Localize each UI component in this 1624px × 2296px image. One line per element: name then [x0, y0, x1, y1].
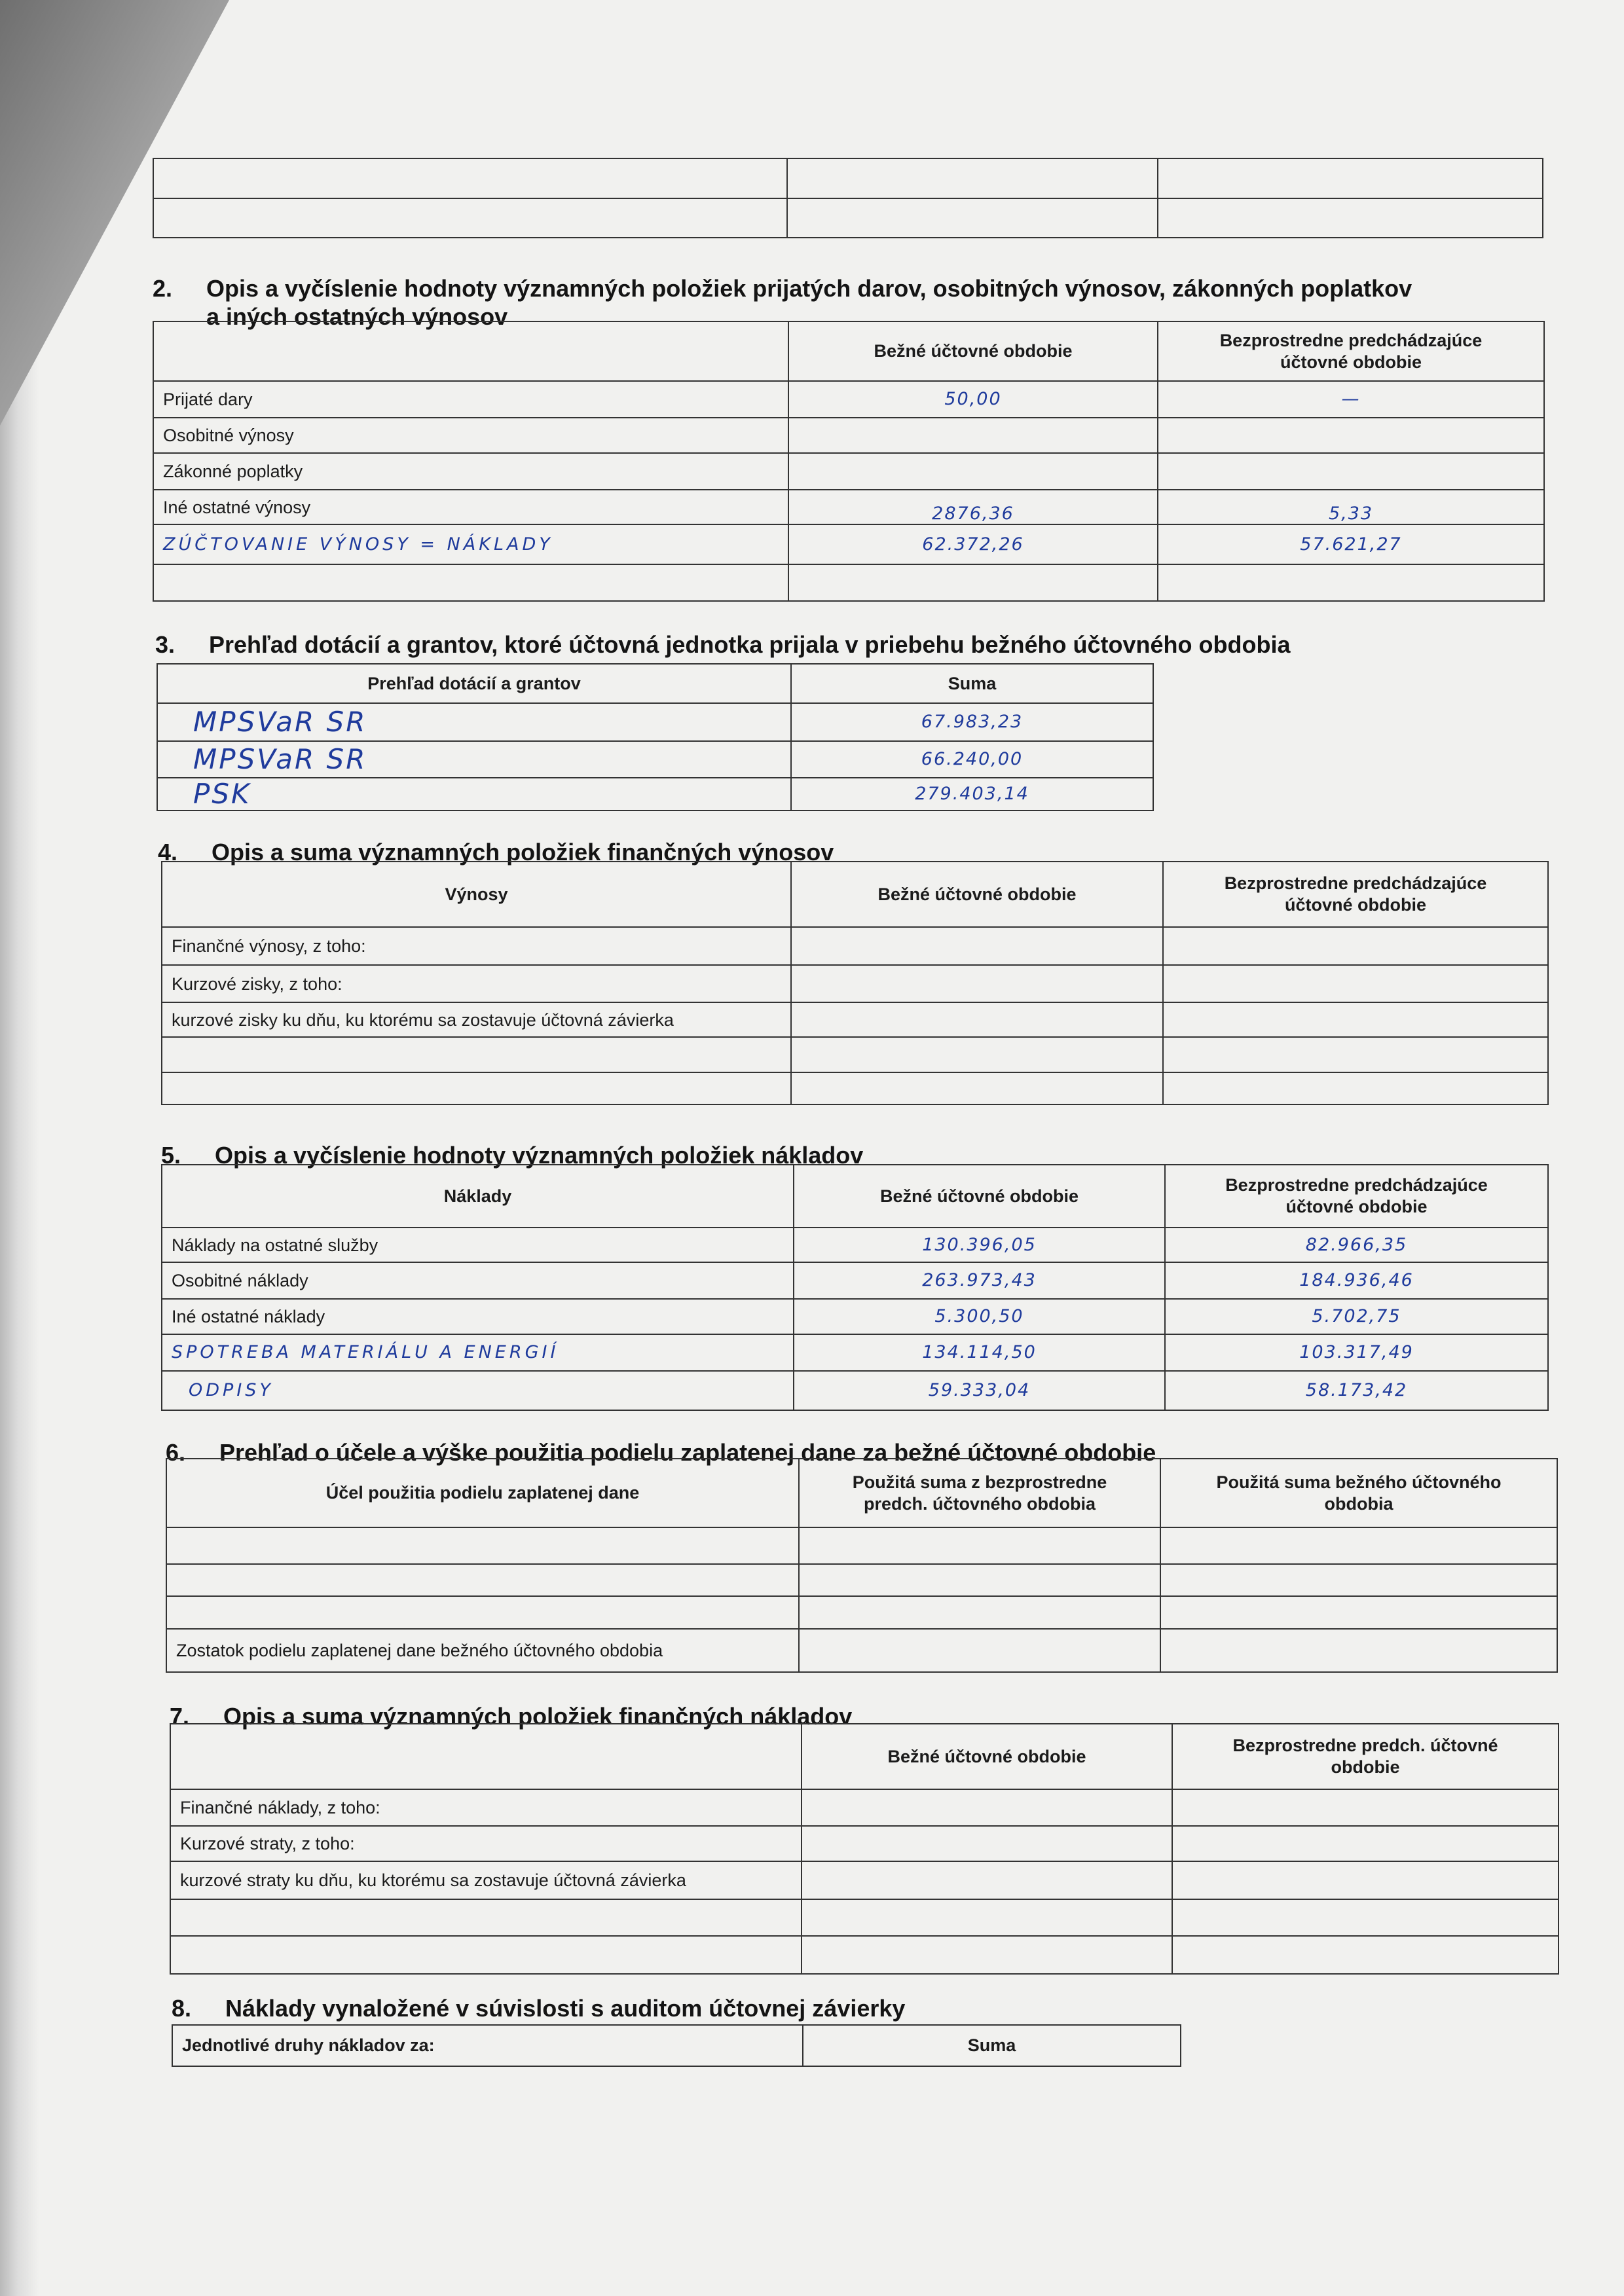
- table-row: [153, 418, 1544, 453]
- current-period-value: 62.372,26: [788, 524, 1158, 564]
- table-row: [153, 453, 1544, 490]
- previous-period-value: [1172, 1861, 1559, 1899]
- header-cost-types: Jednotlivé druhy nákladov za:: [172, 2025, 803, 2066]
- section-title: Náklady vynaložené v súvislosti s auditom účtovnej závierky: [225, 1995, 906, 2022]
- previous-period-value: [1172, 1826, 1559, 1861]
- section-7-table: [170, 1723, 1559, 1975]
- section-number: 3.: [155, 631, 175, 658]
- table-row: [153, 381, 1544, 418]
- table-cell: [1158, 158, 1543, 198]
- table-cell: [166, 1564, 799, 1596]
- table-row: [162, 1002, 1548, 1037]
- table-row: [153, 524, 1544, 564]
- table-row: [170, 1861, 1559, 1899]
- row-label: Osobitné výnosy: [153, 418, 788, 453]
- row-label-handwritten: ZÚČTOVANIE VÝNOSY = NÁKLADY: [153, 524, 788, 564]
- table-row: [166, 1629, 1557, 1672]
- previous-period-value: 82.966,35: [1165, 1228, 1548, 1262]
- current-period-value: 130.396,05: [794, 1228, 1165, 1262]
- section-number: 5.: [161, 1142, 181, 1169]
- header-previous-period: [1165, 1165, 1548, 1228]
- table-header-row: [170, 1724, 1559, 1789]
- table-cell: [1160, 1596, 1557, 1629]
- header-revenues: Výnosy: [162, 862, 791, 927]
- row-label: Prijaté dary: [153, 381, 788, 418]
- previous-period-value: [1158, 418, 1544, 453]
- header-costs: Náklady: [162, 1165, 794, 1228]
- grant-provider: MPSVaR SR: [157, 741, 791, 778]
- previous-period-value: [1172, 1789, 1559, 1826]
- header-line: Bezprostredne predchádzajúce: [1225, 1175, 1488, 1195]
- table-cell: [791, 1037, 1163, 1072]
- table-row: [153, 564, 1544, 601]
- previous-period-value: [1163, 965, 1548, 1002]
- table-cell: [1163, 1072, 1548, 1104]
- row-label: Zákonné poplatky: [153, 453, 788, 490]
- table-row: [162, 927, 1548, 965]
- header-line: Bezprostredne predch. účtovné: [1232, 1736, 1498, 1755]
- table-cell: [1160, 1527, 1557, 1564]
- table-cell: [170, 1936, 802, 1974]
- header-amount-used-previous-period: [799, 1459, 1160, 1527]
- table-row: [162, 1037, 1548, 1072]
- table-cell: [153, 158, 787, 198]
- table-row: [166, 1596, 1557, 1629]
- header-line: predch. účtovného obdobia: [863, 1493, 1096, 1514]
- header-current-period: Bežné účtovné obdobie: [802, 1724, 1172, 1789]
- section-title: Prehľad o účele a výške použitia podielu zaplatenej dane za bežné účtovné obdobie: [219, 1439, 1156, 1466]
- table-row: [162, 1299, 1548, 1334]
- table-row: [162, 1262, 1548, 1299]
- table-row: [166, 1527, 1557, 1564]
- previous-period-value: 103.317,49: [1165, 1334, 1548, 1371]
- previous-period-value: [1163, 1002, 1548, 1037]
- table-header-row: [166, 1459, 1557, 1527]
- table-cell: [799, 1629, 1160, 1672]
- row-label: Zostatok podielu zaplatenej dane bežného účtovného obdobia: [166, 1629, 799, 1672]
- table-row: [162, 1228, 1548, 1262]
- table-cell: [787, 198, 1158, 238]
- row-label: kurzové zisky ku dňu, ku ktorému sa zostavuje účtovná závierka: [162, 1002, 791, 1037]
- table-row: [153, 198, 1543, 238]
- section-2-table: [153, 321, 1545, 602]
- header-previous-period: [1163, 862, 1548, 927]
- current-period-value: 59.333,04: [794, 1371, 1165, 1410]
- current-period-value: [791, 1002, 1163, 1037]
- grant-provider: MPSVaR SR: [157, 703, 791, 741]
- header-grants-overview: Prehľad dotácií a grantov: [157, 664, 791, 703]
- table-header-row: [172, 2025, 1181, 2066]
- section-4-table: [161, 861, 1549, 1105]
- section-title: Opis a suma významných položiek finančných nákladov: [223, 1703, 853, 1730]
- table-row: [166, 1564, 1557, 1596]
- header-line: účtovné obdobie: [1285, 895, 1426, 915]
- table-header-row: [162, 862, 1548, 927]
- current-period-value: [802, 1826, 1172, 1861]
- row-label: Náklady na ostatné služby: [162, 1228, 794, 1262]
- previous-period-value: 57.621,27: [1158, 524, 1544, 564]
- header-current-period: Bežné účtovné obdobie: [788, 321, 1158, 381]
- grant-sum: 66.240,00: [791, 741, 1153, 778]
- section-title: Prehľad dotácií a grantov, ktoré účtovná jednotka prijala v priebehu bežného účtovného obdobia: [209, 631, 1291, 658]
- table-cell: [1160, 1629, 1557, 1672]
- table-row: [157, 741, 1153, 778]
- table-cell: [788, 564, 1158, 601]
- table-cell: [1158, 564, 1544, 601]
- table-row: [170, 1789, 1559, 1826]
- current-period-value: [788, 453, 1158, 490]
- table-row: [157, 778, 1153, 811]
- table-row: [170, 1899, 1559, 1936]
- grant-sum: 279.403,14: [791, 778, 1153, 811]
- grant-provider: PSK: [157, 778, 791, 811]
- section-number: 2.: [153, 275, 173, 302]
- header-sum: Suma: [791, 664, 1153, 703]
- section-title: Opis a vyčíslenie hodnoty významných položiek nákladov: [215, 1142, 864, 1169]
- table-header-row: [162, 1165, 1548, 1228]
- table-cell: [802, 1899, 1172, 1936]
- table-cell: [1158, 198, 1543, 238]
- table-cell: [166, 1527, 799, 1564]
- table-cell: [799, 1527, 1160, 1564]
- row-label: Osobitné náklady: [162, 1262, 794, 1299]
- section-number: 8.: [172, 1995, 192, 2022]
- header-current-period: Bežné účtovné obdobie: [791, 862, 1163, 927]
- section-3-table: [157, 663, 1154, 811]
- table-cell: [1172, 1899, 1559, 1936]
- section-number: 7.: [170, 1703, 190, 1730]
- previous-period-value: 5.702,75: [1165, 1299, 1548, 1334]
- table-cell: [170, 1899, 802, 1936]
- table-header-row: [157, 664, 1153, 703]
- header-line: účtovné obdobie: [1285, 1197, 1428, 1216]
- previous-period-value: [1158, 453, 1544, 490]
- section-1-table-remainder: [153, 158, 1543, 238]
- table-cell: [799, 1564, 1160, 1596]
- table-cell: [1160, 1564, 1557, 1596]
- current-period-value: 263.973,43: [794, 1262, 1165, 1299]
- grant-sum: 67.983,23: [791, 703, 1153, 741]
- table-row: [162, 1072, 1548, 1104]
- section-8-table: [172, 2024, 1181, 2067]
- table-cell: [787, 158, 1158, 198]
- header-line: Použitá suma z bezprostredne: [852, 1472, 1107, 1492]
- header-tax-share-purpose: Účel použitia podielu zaplatenej dane: [166, 1459, 799, 1527]
- section-number: 6.: [166, 1439, 186, 1466]
- current-period-value: [802, 1861, 1172, 1899]
- current-period-value: [788, 418, 1158, 453]
- current-period-value: [791, 965, 1163, 1002]
- header-previous-period: [1158, 321, 1544, 381]
- table-row: [162, 965, 1548, 1002]
- row-label: Finančné výnosy, z toho:: [162, 927, 791, 965]
- header-line: Bezprostredne predchádzajúce: [1224, 873, 1487, 893]
- header-line: Použitá suma bežného účtovného: [1216, 1472, 1502, 1492]
- table-cell: [1172, 1936, 1559, 1974]
- table-cell: [153, 198, 787, 238]
- current-period-value: 5.300,50: [794, 1299, 1165, 1334]
- previous-period-value: —: [1158, 381, 1544, 418]
- section-title-continued: a iných ostatných výnosov: [206, 303, 508, 330]
- table-row: [162, 1334, 1548, 1371]
- header-current-period: Bežné účtovné obdobie: [794, 1165, 1165, 1228]
- table-cell: [791, 1072, 1163, 1104]
- table-cell: [153, 564, 788, 601]
- section-title: Opis a suma významných položiek finančných výnosov: [212, 839, 834, 866]
- previous-period-value: 58.173,42: [1165, 1371, 1548, 1410]
- header-cell-empty: [170, 1724, 802, 1789]
- table-row: [162, 1371, 1548, 1410]
- header-line: obdobie: [1331, 1757, 1400, 1777]
- row-label: kurzové straty ku dňu, ku ktorému sa zostavuje účtovná závierka: [170, 1861, 802, 1899]
- row-label-handwritten: ODPISY: [162, 1371, 794, 1410]
- header-line: účtovné obdobie: [1280, 352, 1422, 372]
- header-previous-period: [1172, 1724, 1559, 1789]
- row-label: Kurzové straty, z toho:: [170, 1826, 802, 1861]
- header-amount-used-current-period: [1160, 1459, 1557, 1527]
- section-number: 4.: [158, 839, 178, 866]
- section-6-table: [166, 1458, 1558, 1673]
- table-row: [153, 490, 1544, 524]
- row-label: Kurzové zisky, z toho:: [162, 965, 791, 1002]
- section-5-table: [161, 1164, 1549, 1411]
- table-row: [170, 1936, 1559, 1974]
- header-line: obdobia: [1324, 1493, 1393, 1514]
- previous-period-value: [1163, 927, 1548, 965]
- table-cell: [1163, 1037, 1548, 1072]
- table-row: [170, 1826, 1559, 1861]
- previous-period-value: 184.936,46: [1165, 1262, 1548, 1299]
- current-period-value: 2876,36: [788, 490, 1158, 524]
- row-label: Iné ostatné náklady: [162, 1299, 794, 1334]
- row-label-handwritten: SPOTREBA MATERIÁLU A ENERGIÍ: [162, 1334, 794, 1371]
- section-title: Opis a vyčíslenie hodnoty významných položiek prijatých darov, osobitných výnosov, zákonných poplatkov: [206, 275, 1412, 302]
- table-cell: [799, 1596, 1160, 1629]
- current-period-value: [791, 927, 1163, 965]
- section-3-heading: [155, 630, 1290, 659]
- row-label: Finančné náklady, z toho:: [170, 1789, 802, 1826]
- table-cell: [162, 1037, 791, 1072]
- table-row: [153, 158, 1543, 198]
- previous-period-value: 5,33: [1158, 490, 1544, 524]
- current-period-value: [802, 1789, 1172, 1826]
- table-header-row: [153, 321, 1544, 381]
- row-label: Iné ostatné výnosy: [153, 490, 788, 524]
- current-period-value: 50,00: [788, 381, 1158, 418]
- table-cell: [162, 1072, 791, 1104]
- header-sum: Suma: [803, 2025, 1181, 2066]
- header-cell-empty: [153, 321, 788, 381]
- current-period-value: 134.114,50: [794, 1334, 1165, 1371]
- header-line: Bezprostredne predchádzajúce: [1219, 330, 1483, 350]
- section-8-heading: [172, 1994, 905, 2022]
- table-cell: [166, 1596, 799, 1629]
- table-cell: [802, 1936, 1172, 1974]
- table-row: [157, 703, 1153, 741]
